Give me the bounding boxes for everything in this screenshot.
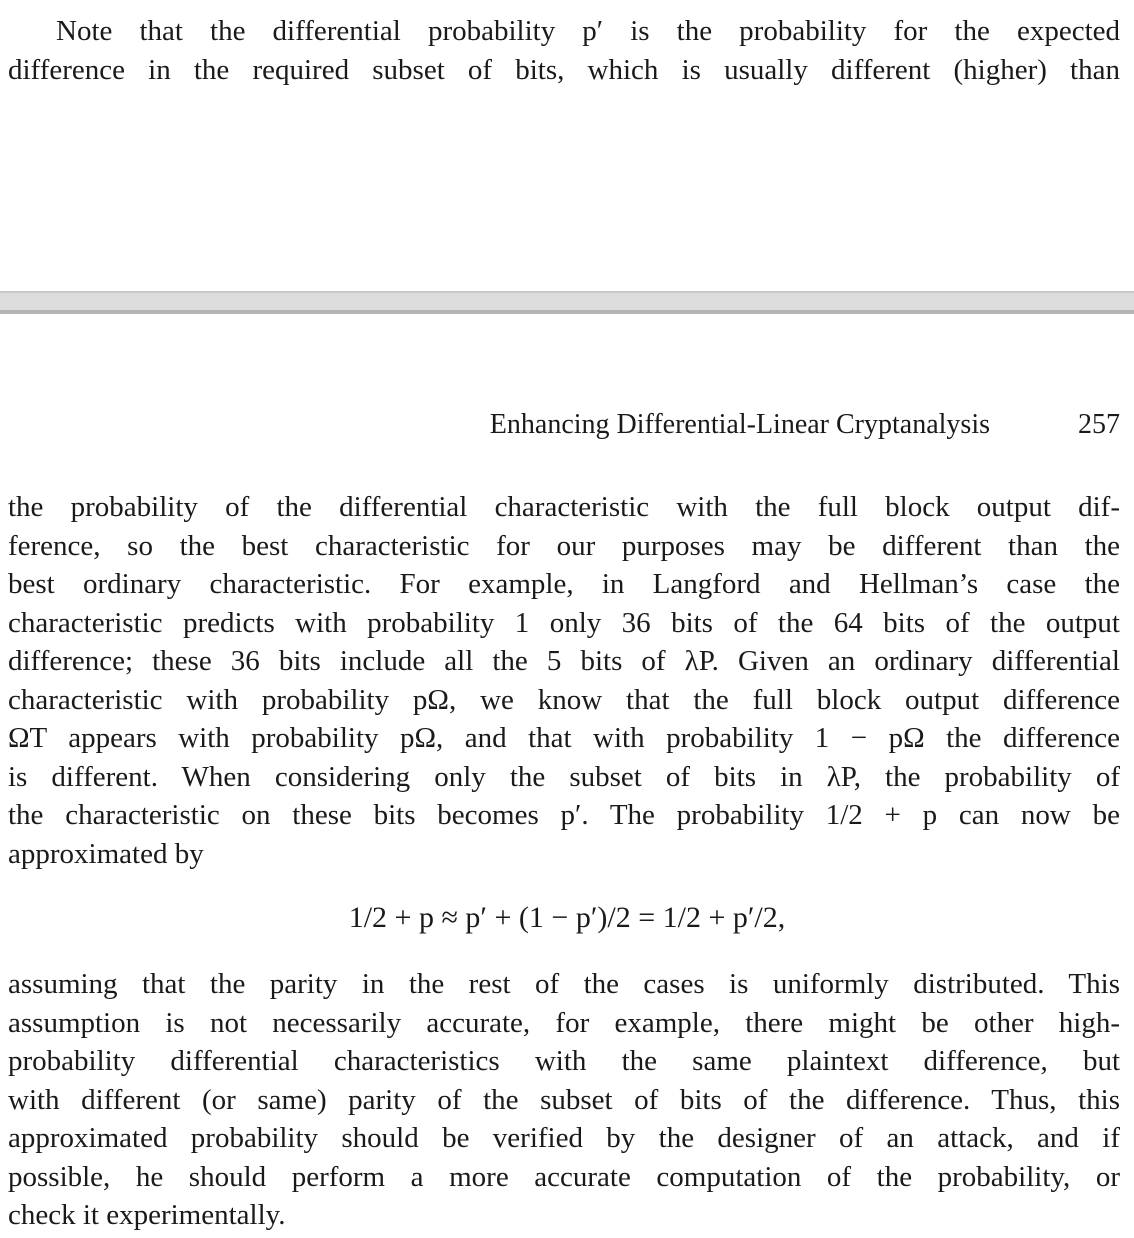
- display-equation: 1/2 + p ≈ p′ + (1 − p′)/2 = 1/2 + p′/2,: [348, 901, 786, 934]
- text-line: characteristic predicts with probability 1 only 36 bits of the 64 bits of the output: [8, 607, 1120, 639]
- text-line: difference in the required subset of bits, which is usually different (higher) than: [8, 54, 1120, 86]
- page-separator: [0, 291, 1134, 314]
- text-line: difference; these 36 bits include all the 5 bits of λP. Given an ordinary differential: [8, 645, 1120, 677]
- text-line: possible, he should perform a more accurate computation of the probability, or: [8, 1161, 1120, 1193]
- text-line: Note that the differential probability p′ is the probability for the expected: [56, 15, 1120, 47]
- text-line: ΩT appears with probability pΩ, and that with probability 1 − pΩ the difference: [8, 722, 1120, 754]
- text-line: with different (or same) parity of the subset of bits of the difference. Thus, this: [8, 1084, 1120, 1116]
- text-line: characteristic with probability pΩ, we know that the full block output difference: [8, 684, 1120, 716]
- text-line: approximated probability should be verified by the designer of an attack, and if: [8, 1122, 1120, 1154]
- text-line: check it experimentally.: [8, 1199, 286, 1231]
- text-line: best ordinary characteristic. For example, in Langford and Hellman’s case the: [8, 568, 1120, 600]
- running-title: Enhancing Differential-Linear Cryptanalysis: [489, 409, 990, 440]
- text-line: the characteristic on these bits becomes p′. The probability 1/2 + p can now be: [8, 799, 1120, 831]
- text-line: assuming that the parity in the rest of the cases is uniformly distributed. This: [8, 968, 1120, 1000]
- text-line: is different. When considering only the subset of bits in λP, the probability of: [8, 761, 1120, 793]
- previous-page-fragment: [8, 0, 1120, 290]
- text-line: probability differential characteristics with the same plaintext difference, but: [8, 1045, 1120, 1077]
- text-line: ference, so the best characteristic for our purposes may be different than the: [8, 530, 1120, 562]
- running-head: [0, 405, 1120, 445]
- text-line: approximated by: [8, 838, 204, 870]
- text-line: the probability of the differential characteristic with the full block output dif-: [8, 491, 1120, 523]
- paragraph-2: [8, 965, 1120, 1238]
- text-line: assumption is not necessarily accurate, for example, there might be other high-: [8, 1007, 1120, 1039]
- page-number: 257: [1078, 409, 1120, 440]
